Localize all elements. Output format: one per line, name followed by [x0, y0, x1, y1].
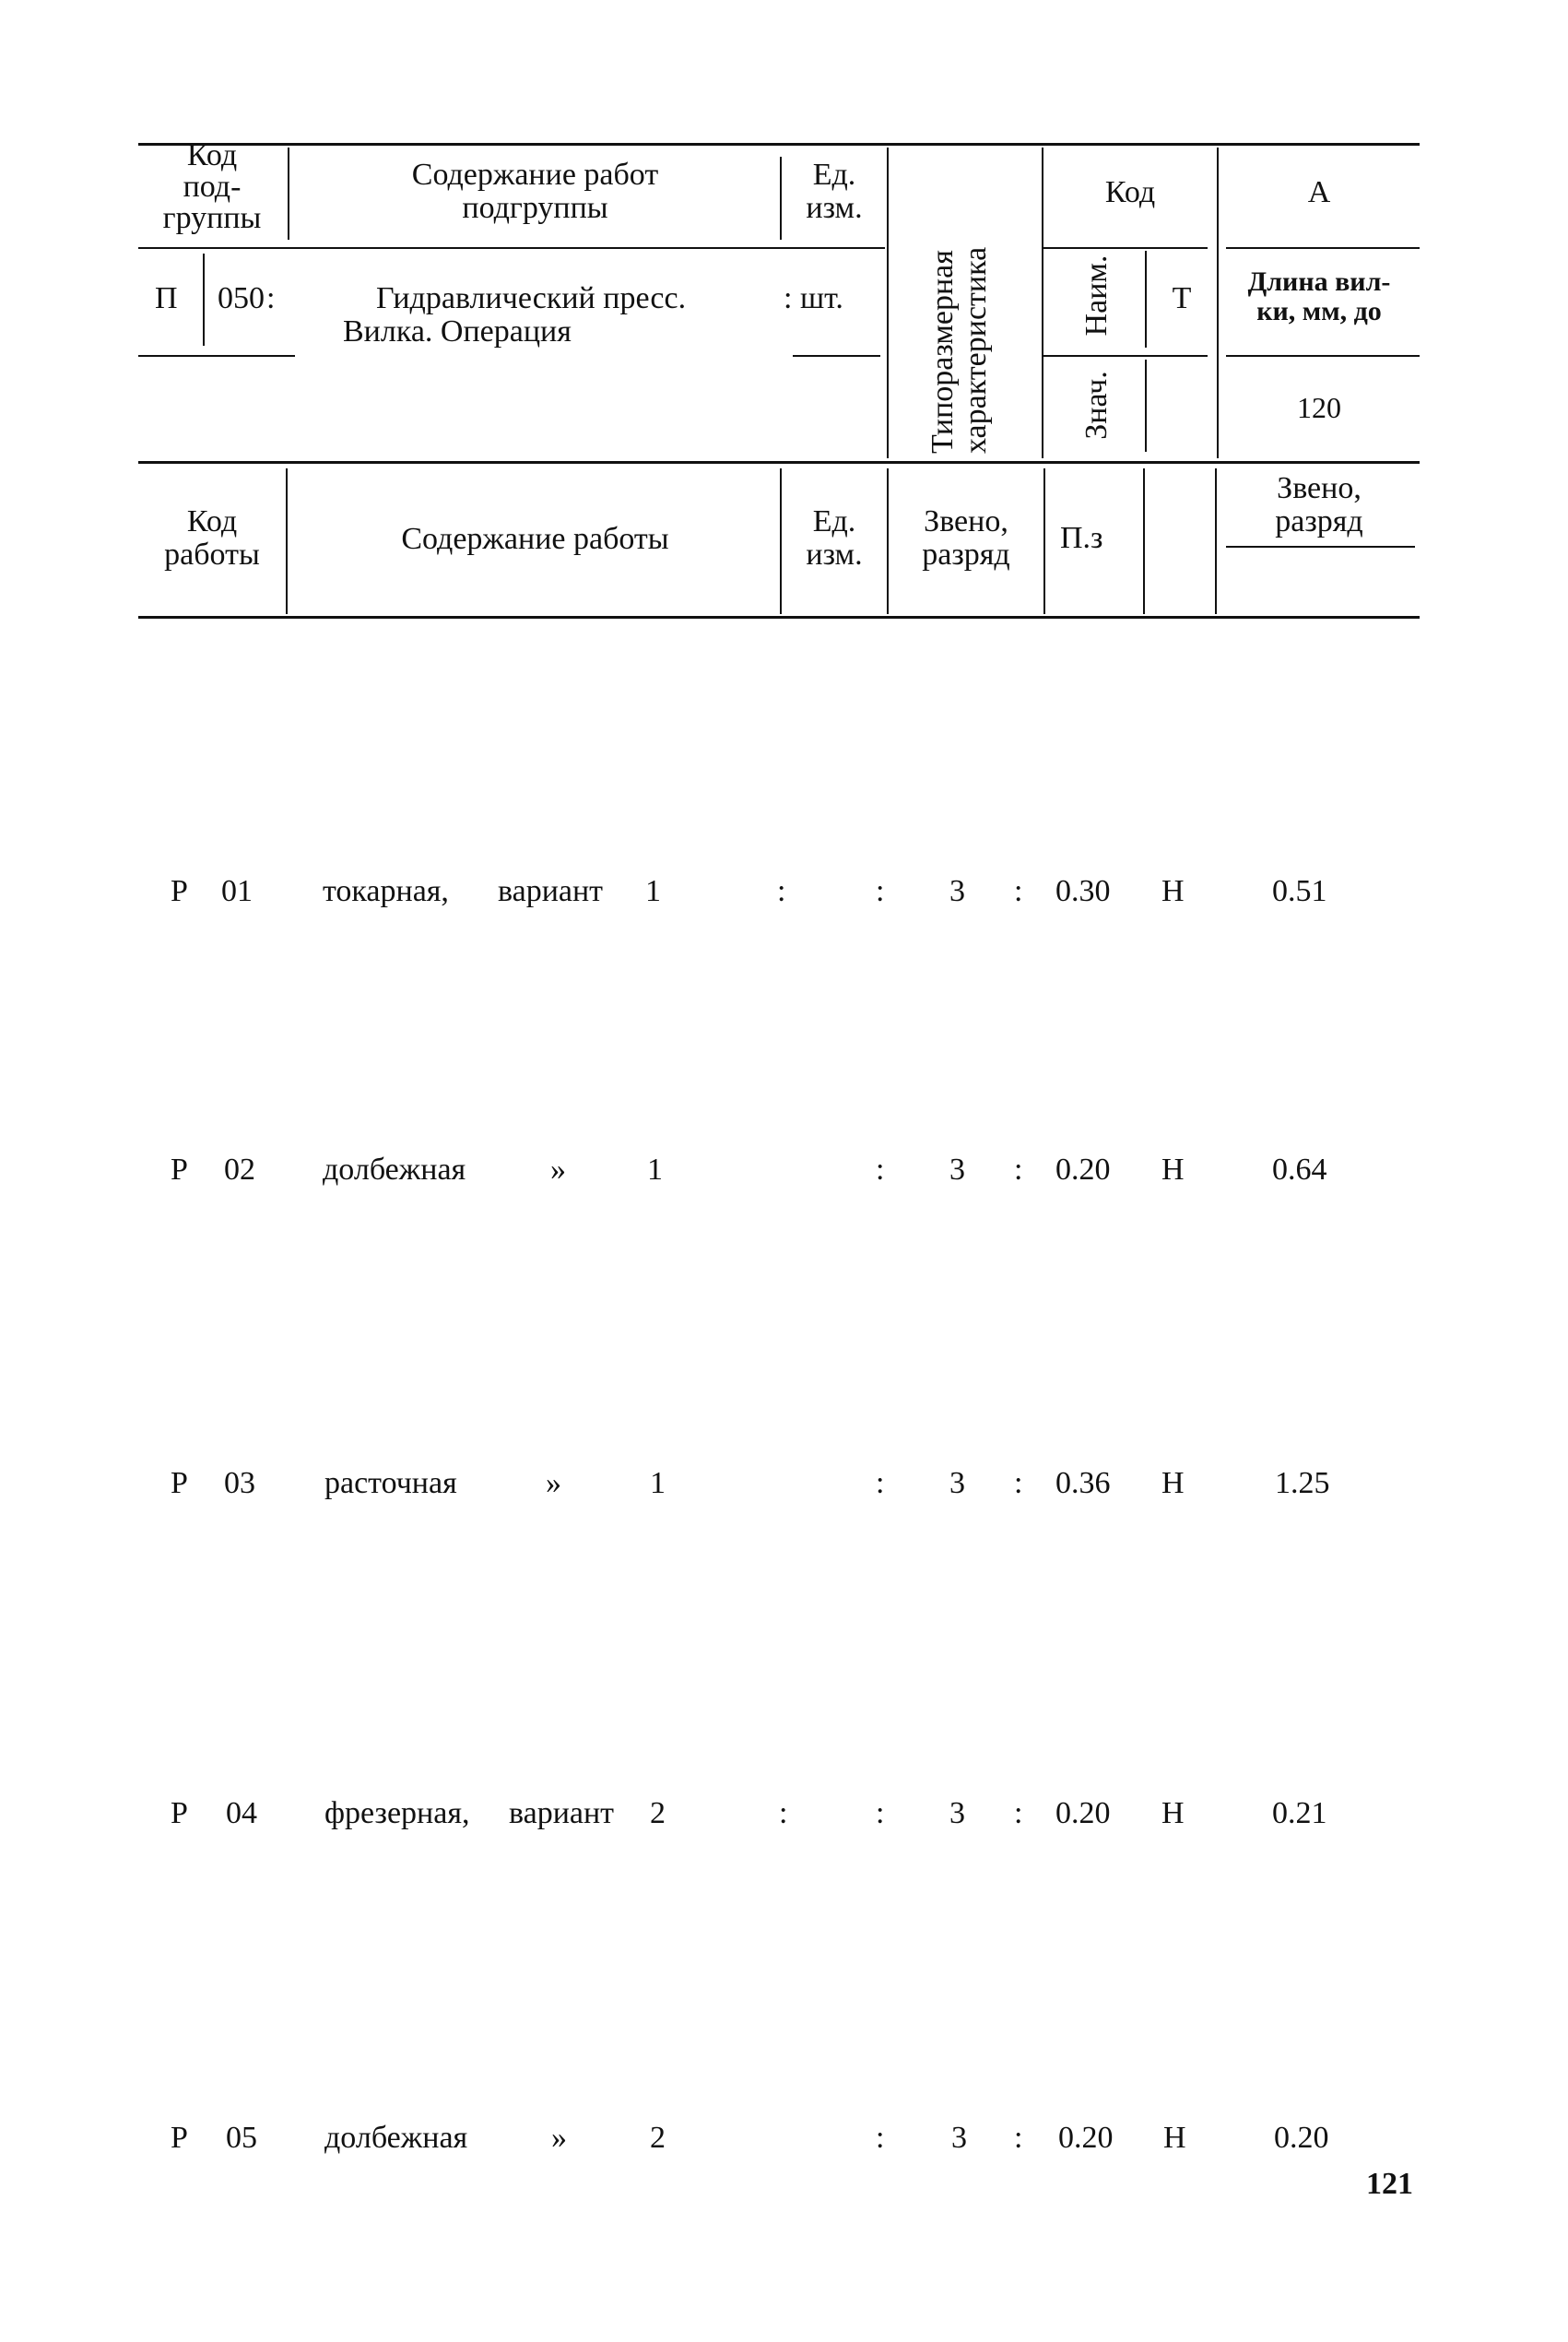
work-code-label [138, 505, 286, 572]
work-unit-line-1: Ед. [812, 504, 856, 538]
row-code: 03 [224, 1466, 255, 1500]
name-label: Наим. [1079, 254, 1114, 337]
rule [1215, 468, 1217, 614]
subgroup-code-label [138, 140, 286, 234]
row-colon-2: : [876, 1466, 885, 1500]
row-variant: 2 [650, 1796, 666, 1830]
row-variant-word: вариант [498, 874, 604, 908]
work-content-label: Содержание работы [401, 522, 669, 556]
row-value: 0.64 [1272, 1153, 1327, 1187]
rule [1145, 360, 1147, 452]
rule [138, 247, 885, 249]
row-colon-2: : [876, 1153, 885, 1187]
subgroup-colon: : [266, 281, 276, 315]
table-row [0, 2121, 1568, 2162]
row-colon-3: : [1014, 1153, 1023, 1187]
rule [780, 468, 782, 614]
row-pz: 0.36 [1055, 1466, 1111, 1500]
row-code: 02 [224, 1153, 255, 1187]
row-code: 05 [226, 2121, 257, 2155]
pz-label: П.з [1060, 521, 1103, 555]
rule [887, 148, 889, 458]
row-colon-1: : [779, 1796, 788, 1830]
rule [1043, 468, 1045, 614]
row-rank: 3 [949, 874, 965, 908]
row-rank: 3 [949, 1796, 965, 1830]
row-name: токарная, [323, 874, 449, 908]
subgroup-code-line-2: под- [183, 170, 242, 204]
row-pz: 0.20 [1055, 1153, 1111, 1187]
crew2-label [1219, 472, 1420, 538]
length-value: 120 [1297, 391, 1341, 424]
row-variant: 1 [645, 874, 661, 908]
row-letter: Р [171, 1153, 188, 1187]
row-code: 04 [226, 1796, 257, 1830]
rule [138, 355, 295, 357]
rule [1226, 247, 1420, 249]
length-line-1: Длина вил- [1247, 266, 1391, 297]
row-t: Н [1161, 1153, 1185, 1187]
row-pz: 0.30 [1055, 874, 1111, 908]
row-name: фрезерная, [324, 1796, 470, 1830]
row-letter: Р [171, 1796, 188, 1830]
row-colon-1: : [777, 874, 786, 908]
subgroup-desc-line-2: Вилка. Операция [343, 314, 572, 349]
row-rank: 3 [951, 2121, 967, 2155]
row-code: 01 [221, 874, 253, 908]
subgroup-letter: П [155, 281, 178, 315]
a-label: А [1307, 175, 1331, 209]
row-name: расточная [324, 1466, 457, 1500]
row-pz: 0.20 [1055, 1796, 1111, 1830]
row-colon-2: : [876, 1796, 885, 1830]
page-number: 121 [1366, 2167, 1413, 2201]
subgroup-desc-line-1: Гидравлический пресс. [376, 281, 687, 315]
length-label [1219, 267, 1420, 326]
row-name: долбежная [324, 2121, 468, 2155]
table-row [0, 1796, 1568, 1838]
length-line-2: ки, мм, до [1256, 296, 1382, 326]
typesize-label [926, 205, 993, 454]
row-pz: 0.20 [1058, 2121, 1114, 2155]
crew-line-1: Звено, [924, 504, 1008, 538]
crew2-line-2: разряд [1275, 504, 1363, 538]
row-letter: Р [171, 1466, 188, 1500]
rule [288, 148, 289, 240]
row-t: Н [1163, 2121, 1186, 2155]
table-row [0, 874, 1568, 916]
rule [1143, 468, 1145, 614]
row-rank: 3 [949, 1153, 965, 1187]
subgroup-content-line-2: подгруппы [462, 191, 608, 225]
rule [887, 468, 889, 614]
subgroup-content-line-1: Содержание работ [411, 158, 659, 192]
rule [1226, 546, 1415, 548]
subgroup-code-line-1: Код [186, 138, 238, 172]
crew2-line-1: Звено, [1277, 471, 1362, 505]
rule [793, 355, 880, 357]
rule [780, 157, 782, 240]
work-unit-label [784, 505, 885, 572]
row-variant-word: » [550, 1153, 566, 1187]
row-colon-3: : [1014, 2121, 1023, 2155]
row-variant: 1 [650, 1466, 666, 1500]
row-rank: 3 [949, 1466, 965, 1500]
row-value: 1.25 [1275, 1466, 1330, 1500]
unit-line-1: Ед. [812, 158, 856, 192]
code-label: Код [1104, 175, 1156, 209]
row-colon-3: : [1014, 1796, 1023, 1830]
work-unit-line-2: изм. [806, 538, 863, 572]
rule [1145, 251, 1147, 348]
table-row [0, 1153, 1568, 1194]
row-colon-3: : [1014, 1466, 1023, 1500]
rule [203, 254, 205, 346]
table-bottom-rule [138, 616, 1420, 619]
subgroup-number [218, 281, 275, 316]
row-variant-word: » [546, 1466, 561, 1500]
value-label: Знач. [1079, 371, 1114, 440]
table-middle-rule [138, 461, 1420, 464]
row-value: 0.51 [1272, 874, 1327, 908]
work-code-line-2: работы [164, 538, 260, 572]
subgroup-unit: : шт. [784, 281, 843, 315]
row-t: Н [1161, 874, 1185, 908]
row-t: Н [1161, 1796, 1185, 1830]
row-variant: 2 [650, 2121, 666, 2155]
crew-label [890, 505, 1042, 572]
unit-line-2: изм. [806, 191, 863, 225]
rule [1042, 355, 1208, 357]
row-value: 0.20 [1274, 2121, 1329, 2155]
unit-label [784, 159, 885, 225]
row-variant: 1 [647, 1153, 663, 1187]
rule [1042, 247, 1208, 249]
crew-line-2: разряд [922, 538, 1010, 572]
row-letter: Р [171, 874, 188, 908]
subgroup-content-label [293, 159, 777, 225]
subgroup-number-value: 050 [218, 281, 265, 315]
t-label: Т [1172, 281, 1192, 315]
row-variant-word: » [551, 2121, 567, 2155]
row-letter: Р [171, 2121, 188, 2155]
row-t: Н [1161, 1466, 1185, 1500]
subgroup-code-line-3: группы [162, 201, 262, 235]
row-colon-3: : [1014, 874, 1023, 908]
row-name: долбежная [323, 1153, 466, 1187]
table-row [0, 1466, 1568, 1508]
rule [1226, 355, 1420, 357]
table-top-rule [138, 143, 1420, 146]
row-colon-2: : [876, 874, 885, 908]
rule [286, 468, 288, 614]
work-code-line-1: Код [186, 504, 238, 538]
subgroup-description [343, 282, 686, 349]
row-variant-word: вариант [509, 1796, 615, 1830]
typesize-line-1: Типоразмерная [925, 250, 960, 454]
typesize-line-2: характеристика [959, 246, 993, 454]
row-colon-2: : [876, 2121, 885, 2155]
row-value: 0.21 [1272, 1796, 1327, 1830]
